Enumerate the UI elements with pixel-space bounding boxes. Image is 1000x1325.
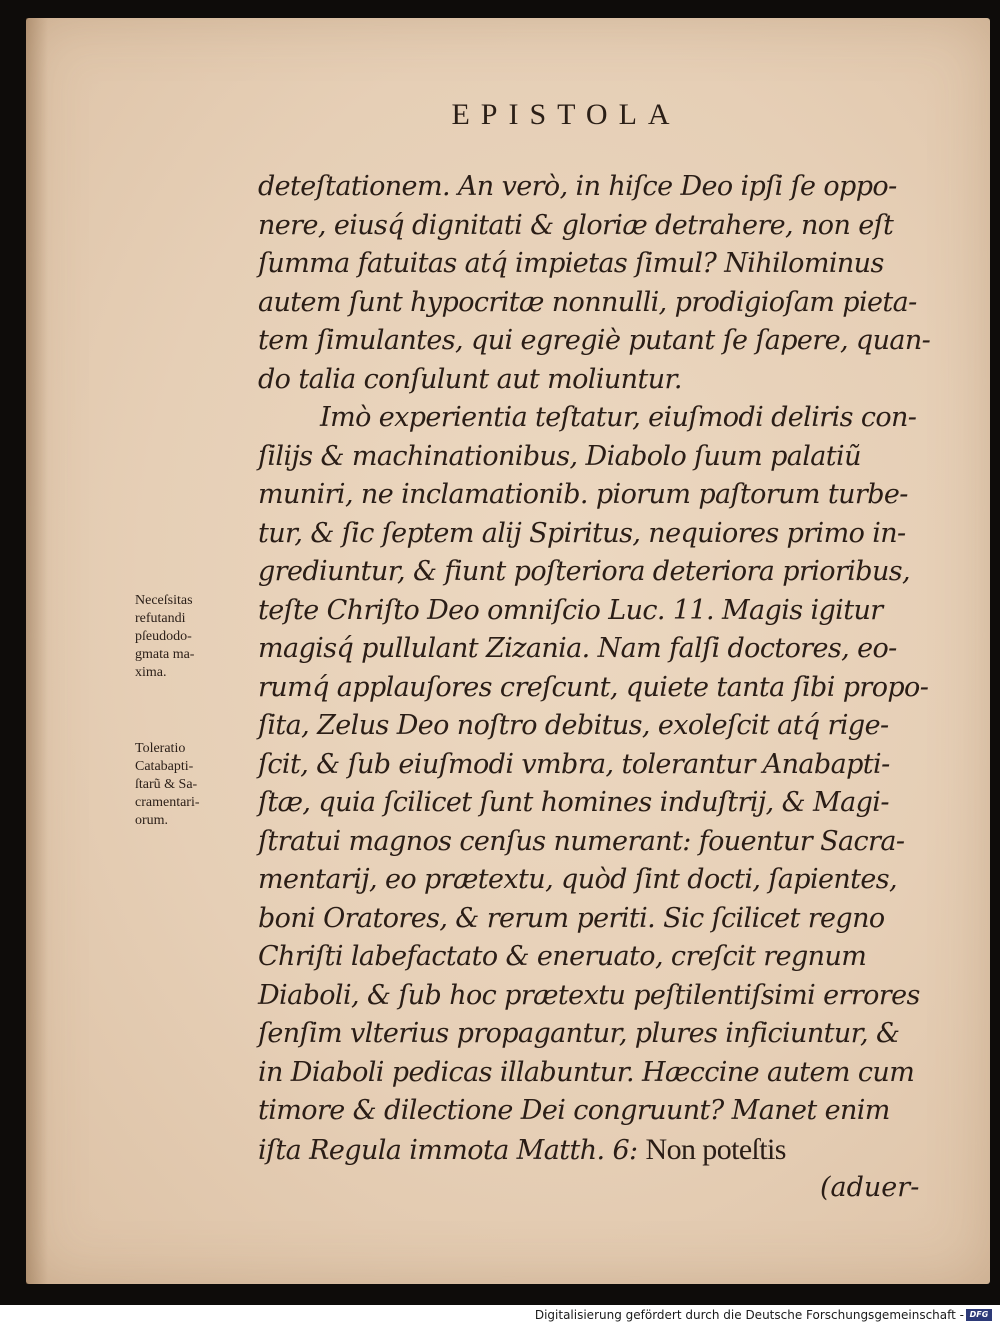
margin-note-line: ſtarũ & Sa- (135, 777, 198, 792)
margin-note-line: Neceſsitas (135, 593, 193, 608)
body-text (258, 168, 938, 1169)
text-line-15: ſita, Zelus Deo noſtro debitus, exoleſcit atq́ rige- (258, 710, 889, 741)
funding-credit: Digitalisierung gefördert durch die Deutsche Forschungsgemeinschaft - (534, 1308, 964, 1322)
text-line-20: boni Oratores, & rerum periti. Sic ſcilicet regno (258, 902, 885, 934)
dfg-logo: DFG (966, 1309, 992, 1321)
text-line-2: nere, eiusq́ dignitati & gloriæ detrahere, non eſt (258, 209, 894, 241)
text-line-14: rumq́ applauſores creſcunt, quiete tanta ſibi propo- (258, 671, 929, 703)
text-line-21: Chriſti labefactato & eneruato, creſcit regnum (258, 941, 867, 972)
margin-note-line: orum. (135, 813, 169, 828)
margin-note-line: gmata ma- (135, 647, 195, 662)
catchword: (aduer- (820, 1172, 920, 1203)
text-line-19: mentarij, eo prætextu, quòd ſint docti, ſapientes, (258, 864, 898, 895)
text-line-12: teſte Chriſto Deo omniſcio Luc. 11. Magis igitur (258, 594, 883, 626)
text-line-16: ſcit, & ſub eiuſmodi vmbra, tolerantur Anabapti- (258, 748, 890, 780)
margin-note-line: xima. (135, 665, 167, 680)
text-line-3: ſumma fatuitas atq́ impietas ſimul? Nihilominus (258, 248, 884, 279)
text-line-26 (258, 1131, 938, 1170)
margin-note-line: Toleratio (135, 741, 186, 756)
text-line-7: Imò experientia teſtatur, eiuſmodi deliris con- (320, 402, 917, 433)
margin-note-line: cramentari- (135, 795, 200, 810)
text-line-13: magisq́ pullulant Zizania. Nam falſi doctores, eo- (258, 633, 897, 664)
digitization-footer (0, 1305, 1000, 1325)
text-line-23: ſenſim vlterius propagantur, plures inficiuntur, & (258, 1018, 900, 1049)
text-line-22: Diaboli, & ſub hoc prætextu peſtilentiſsimi errores (258, 979, 920, 1011)
text-line-17: ſtæ, quia ſcilicet ſunt homines induſtrij, & Magi- (258, 787, 889, 818)
margin-note-necessitas (135, 592, 240, 682)
margin-note-line: refutandi (135, 611, 186, 626)
running-head: EPISTOLA (451, 98, 681, 131)
text-line-26-italic: iſta Regula immota Matth. 6: (258, 1134, 646, 1166)
text-line-26-roman: Non poteſtis (645, 1132, 786, 1166)
text-line-4: autem ſunt hypocritæ nonnulli, prodigioſam pieta- (258, 286, 917, 318)
text-line-5: tem ſimulantes, qui egregiè putant ſe ſapere, quan- (258, 325, 931, 356)
text-line-1: deteſtationem. An verò, in hiſce Deo ipſi ſe oppo- (258, 171, 897, 202)
margin-note-line: Catabapti- (135, 759, 194, 774)
text-line-25: timore & dilectione Dei congruunt? Manet enim (258, 1095, 890, 1126)
text-line-9: muniri, ne inclamationib. piorum paſtorum turbe- (258, 479, 908, 510)
margin-note-line: pſeudodo- (135, 629, 192, 644)
margin-note-toleratio (135, 740, 240, 830)
text-line-6: do talia conſulunt aut moliuntur. (258, 363, 682, 395)
text-line-18: ſtratui magnos cenſus numerant: fouentur Sacra- (258, 825, 905, 857)
text-line-8: ſilijs & machinationibus, Diabolo ſuum palatiũ (258, 440, 861, 472)
text-line-11: grediuntur, & fiunt poſteriora deteriora prioribus, (258, 556, 911, 587)
text-line-24: in Diaboli pedicas illabuntur. Hæccine autem cum (258, 1056, 915, 1088)
text-line-10: tur, & ſic ſeptem alij Spiritus, nequiores primo in- (258, 517, 906, 549)
